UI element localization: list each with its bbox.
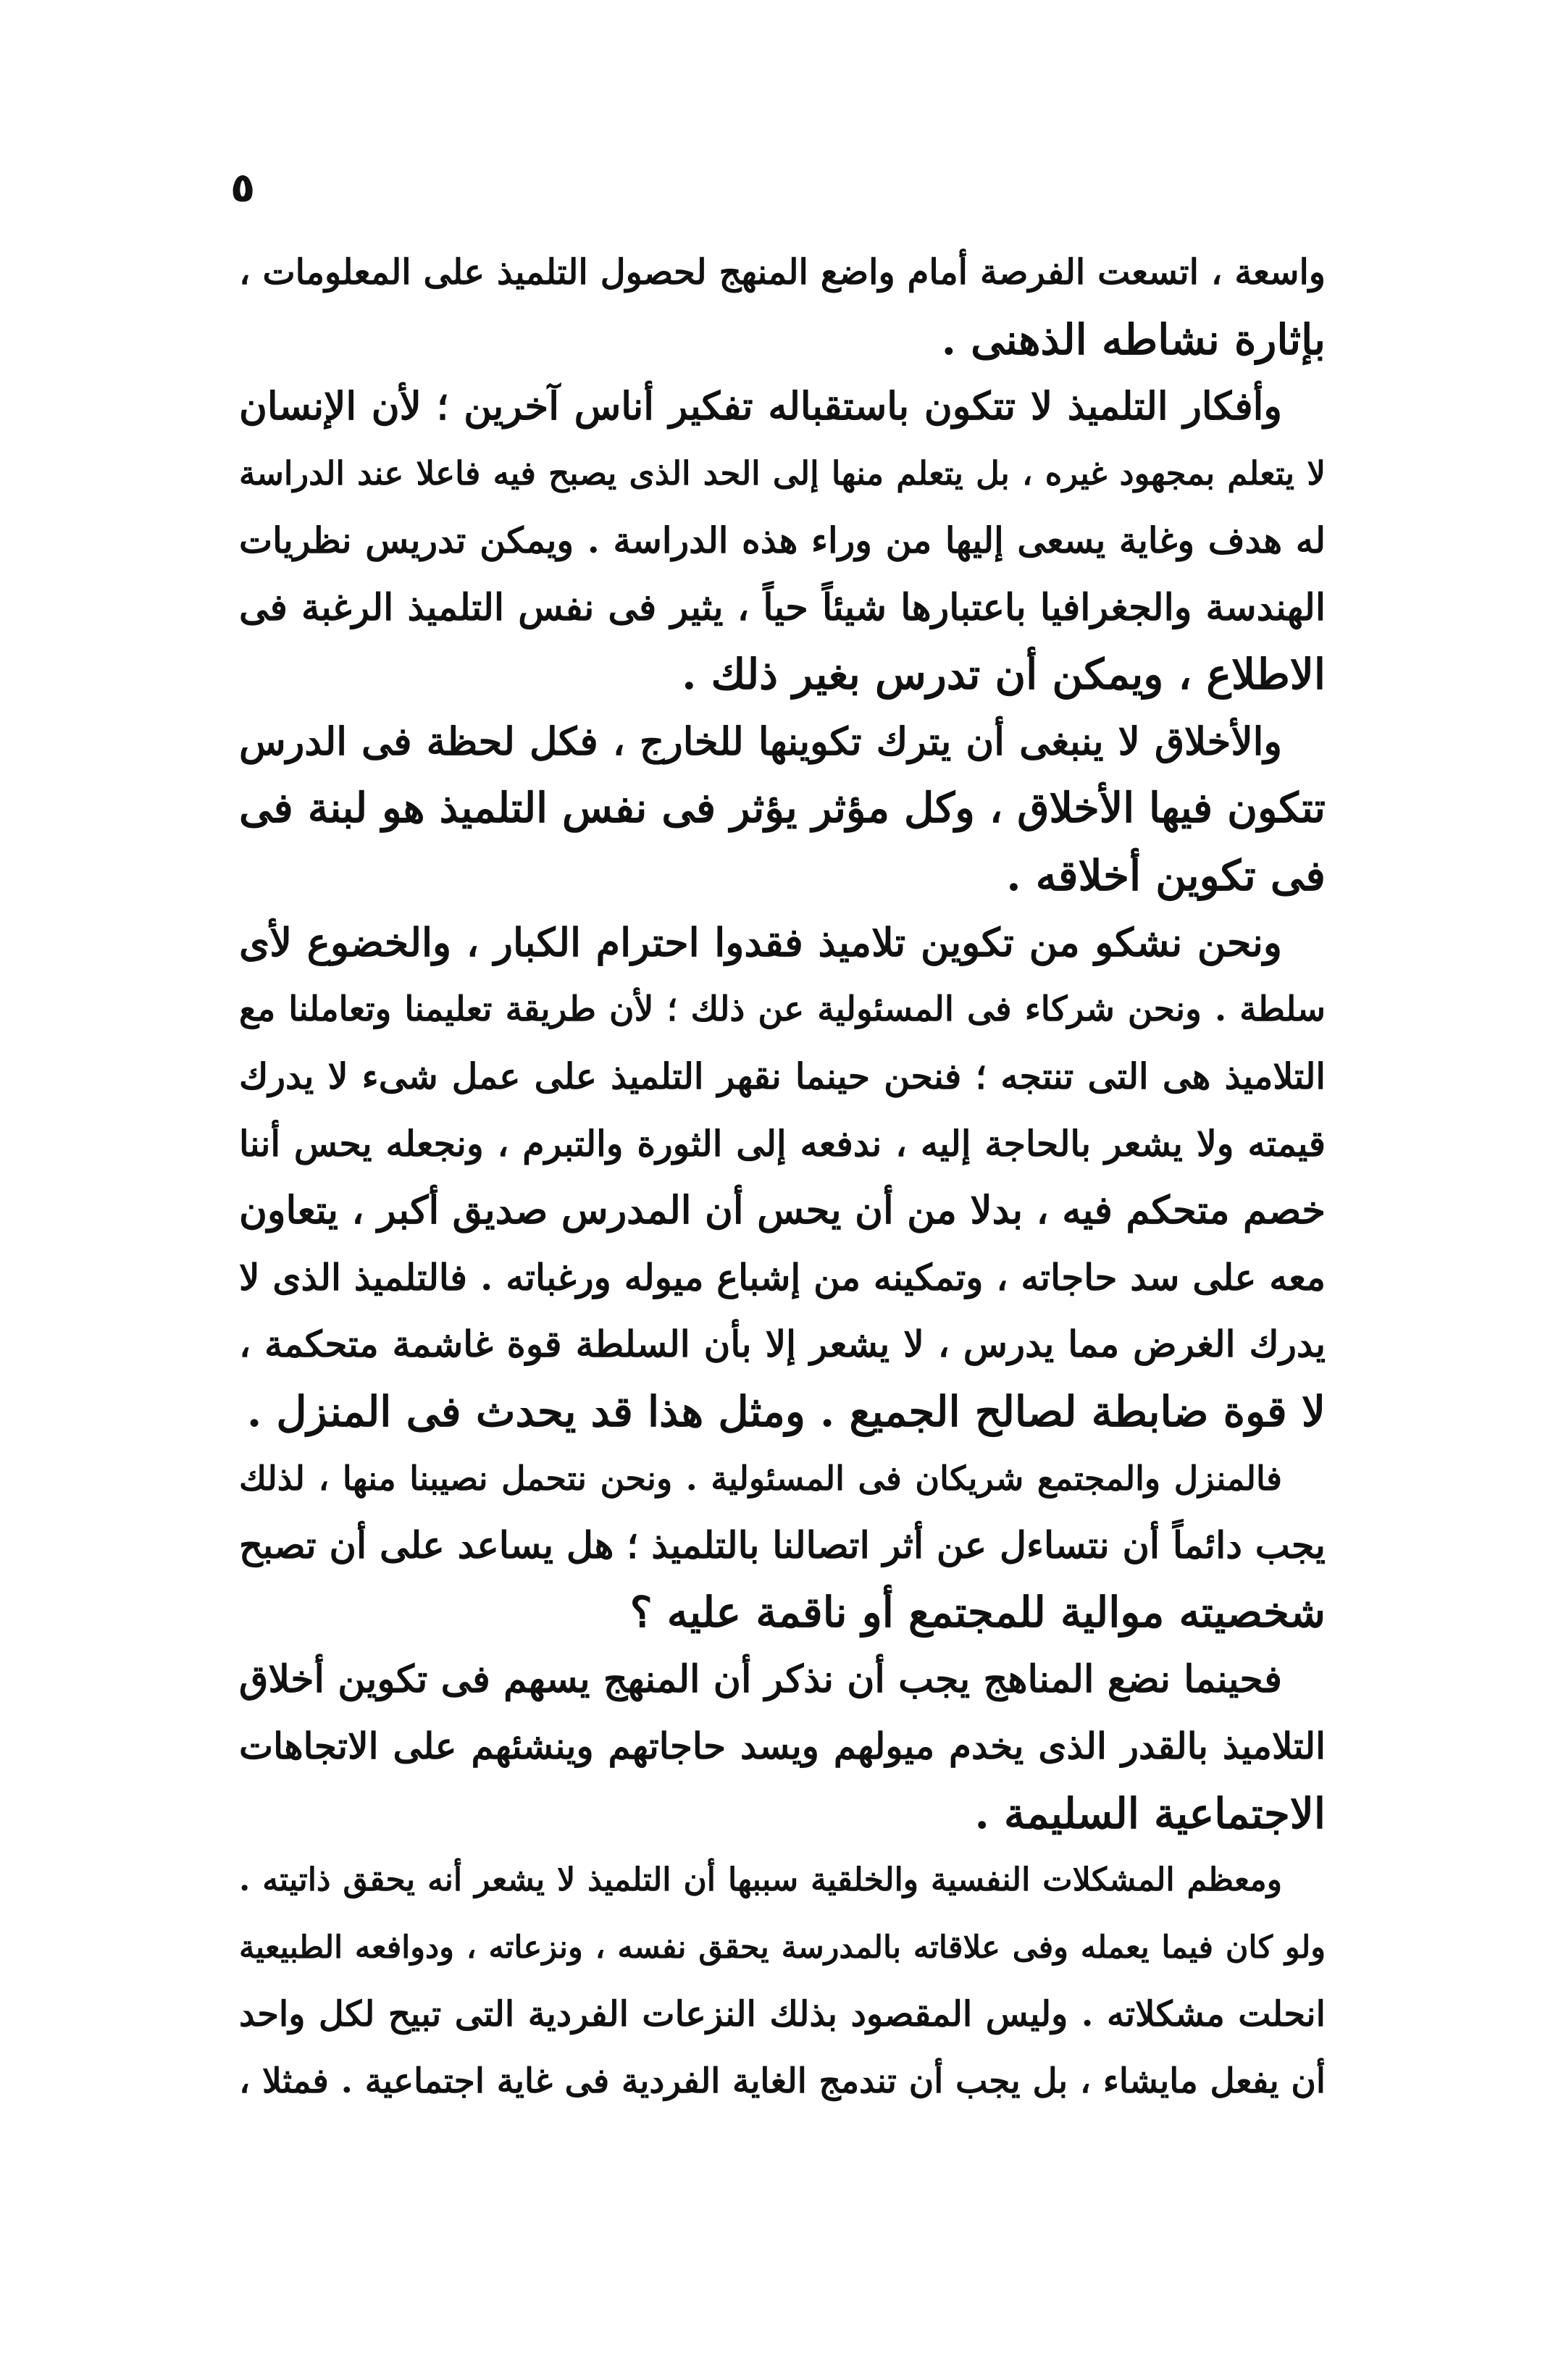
page-number: ٥ xyxy=(230,164,256,211)
text-line: ونحن نشكو من تكوين تلاميذ فقدوا احترام الكبار ، والخضوع لأى xyxy=(239,919,1282,965)
text-line: شخصيته موالية للمجتمع أو ناقمة عليه ؟ xyxy=(629,1588,1326,1637)
text-line: خصم متحكم فيه ، بدلا من أن يحس أن المدرس صديق أكبر ، يتعاون xyxy=(239,1188,1326,1233)
text-line: قيمته ولا يشعر بالحاجة إليه ، ندفعه إلى الثورة والتبرم ، ونجعله يحس أننا xyxy=(239,1122,1326,1165)
text-line: التلاميذ بالقدر الذى يخدم ميولهم ويسد حاجاتهم وينشئهم على الاتجاهات xyxy=(239,1725,1326,1767)
text-line: فى تكوين أخلاقه . xyxy=(1006,850,1326,900)
text-line: معه على سد حاجاته ، وتمكينه من إشباع ميوله ورغباته . فالتلميذ الذى لا xyxy=(239,1255,1326,1299)
body-text xyxy=(239,239,1326,2115)
text-line: أن يفعل مايشاء ، بل يجب أن تندمج الغاية الفردية فى غاية اجتماعية . فمثلا ، xyxy=(239,2061,1326,2101)
text-line: وأفكار التلميذ لا تتكون باستقباله تفكير أناس آخرين ؛ لأن الإنسان xyxy=(239,384,1282,429)
text-line: انحلت مشكلاته . وليس المقصود بذلك النزعات الفردية التى تبيح لكل واحد xyxy=(239,1994,1326,2035)
text-line: الاطلاع ، ويمكن أن تدرس بغير ذلك . xyxy=(682,650,1326,699)
text-line: لا يتعلم بمجهود غيره ، بل يتعلم منها إلى الحد الذى يصبح فيه فاعلا عند الدراسة xyxy=(239,453,1326,493)
text-line: التلاميذ هى التى تنتجه ؛ فنحن حينما نقهر التلميذ على عمل شىء لا يدرك xyxy=(239,1055,1326,1097)
text-line: الهندسة والجغرافيا باعتبارها شيئاً حياً ، يثير فى نفس التلميذ الرغبة فى xyxy=(239,585,1326,629)
text-line: والأخلاق لا ينبغى أن يترك تكوينها للخارج ، فكل لحظة فى الدرس xyxy=(239,718,1282,764)
text-line: ولو كان فيما يعمله وفى علاقاته بالمدرسة يحقق نفسه ، ونزعاته ، ودوافعه الطبيعية xyxy=(239,1929,1326,1966)
text-line: يدرك الغرض مما يدرس ، لا يشعر إلا بأن السلطة قوة غاشمة متحكمة ، xyxy=(239,1323,1326,1365)
text-line: ومعظم المشكلات النفسية والخلقية سببها أن التلميذ لا يشعر أنه يحقق ذاتيته . xyxy=(239,1861,1282,1898)
text-line: يجب دائماً أن نتساءل عن أثر اتصالنا بالتلميذ ؛ هل يساعد على أن تصبح xyxy=(239,1523,1326,1567)
text-line: الاجتماعية السليمة . xyxy=(974,1788,1326,1838)
text-line: له هدف وغاية يسعى إليها من وراء هذه الدراسة . ويمكن تدريس نظريات xyxy=(239,519,1326,561)
text-line: بإثارة نشاطه الذهنى . xyxy=(941,314,1326,364)
text-line: تتكون فيها الأخلاق ، وكل مؤثر يؤثر فى نفس التلميذ هو لبنة فى xyxy=(239,784,1326,832)
text-line: سلطة . ونحن شركاء فى المسئولية عن ذلك ؛ لأن طريقة تعليمنا وتعاملنا مع xyxy=(239,989,1326,1029)
text-line: واسعة ، اتسعت الفرصة أمام واضع المنهج لحصول التلميذ على المعلومات ، xyxy=(239,252,1326,293)
text-line: لا قوة ضابطة لصالح الجميع . ومثل هذا قد يحدث فى المنزل . xyxy=(247,1386,1326,1436)
text-line: فالمنزل والمجتمع شريكان فى المسئولية . ونحن نتحمل نصيبنا منها ، لذلك xyxy=(239,1459,1282,1498)
text-line: فحينما نضع المناهج يجب أن نذكر أن المنهج يسهم فى تكوين أخلاق xyxy=(239,1656,1282,1701)
